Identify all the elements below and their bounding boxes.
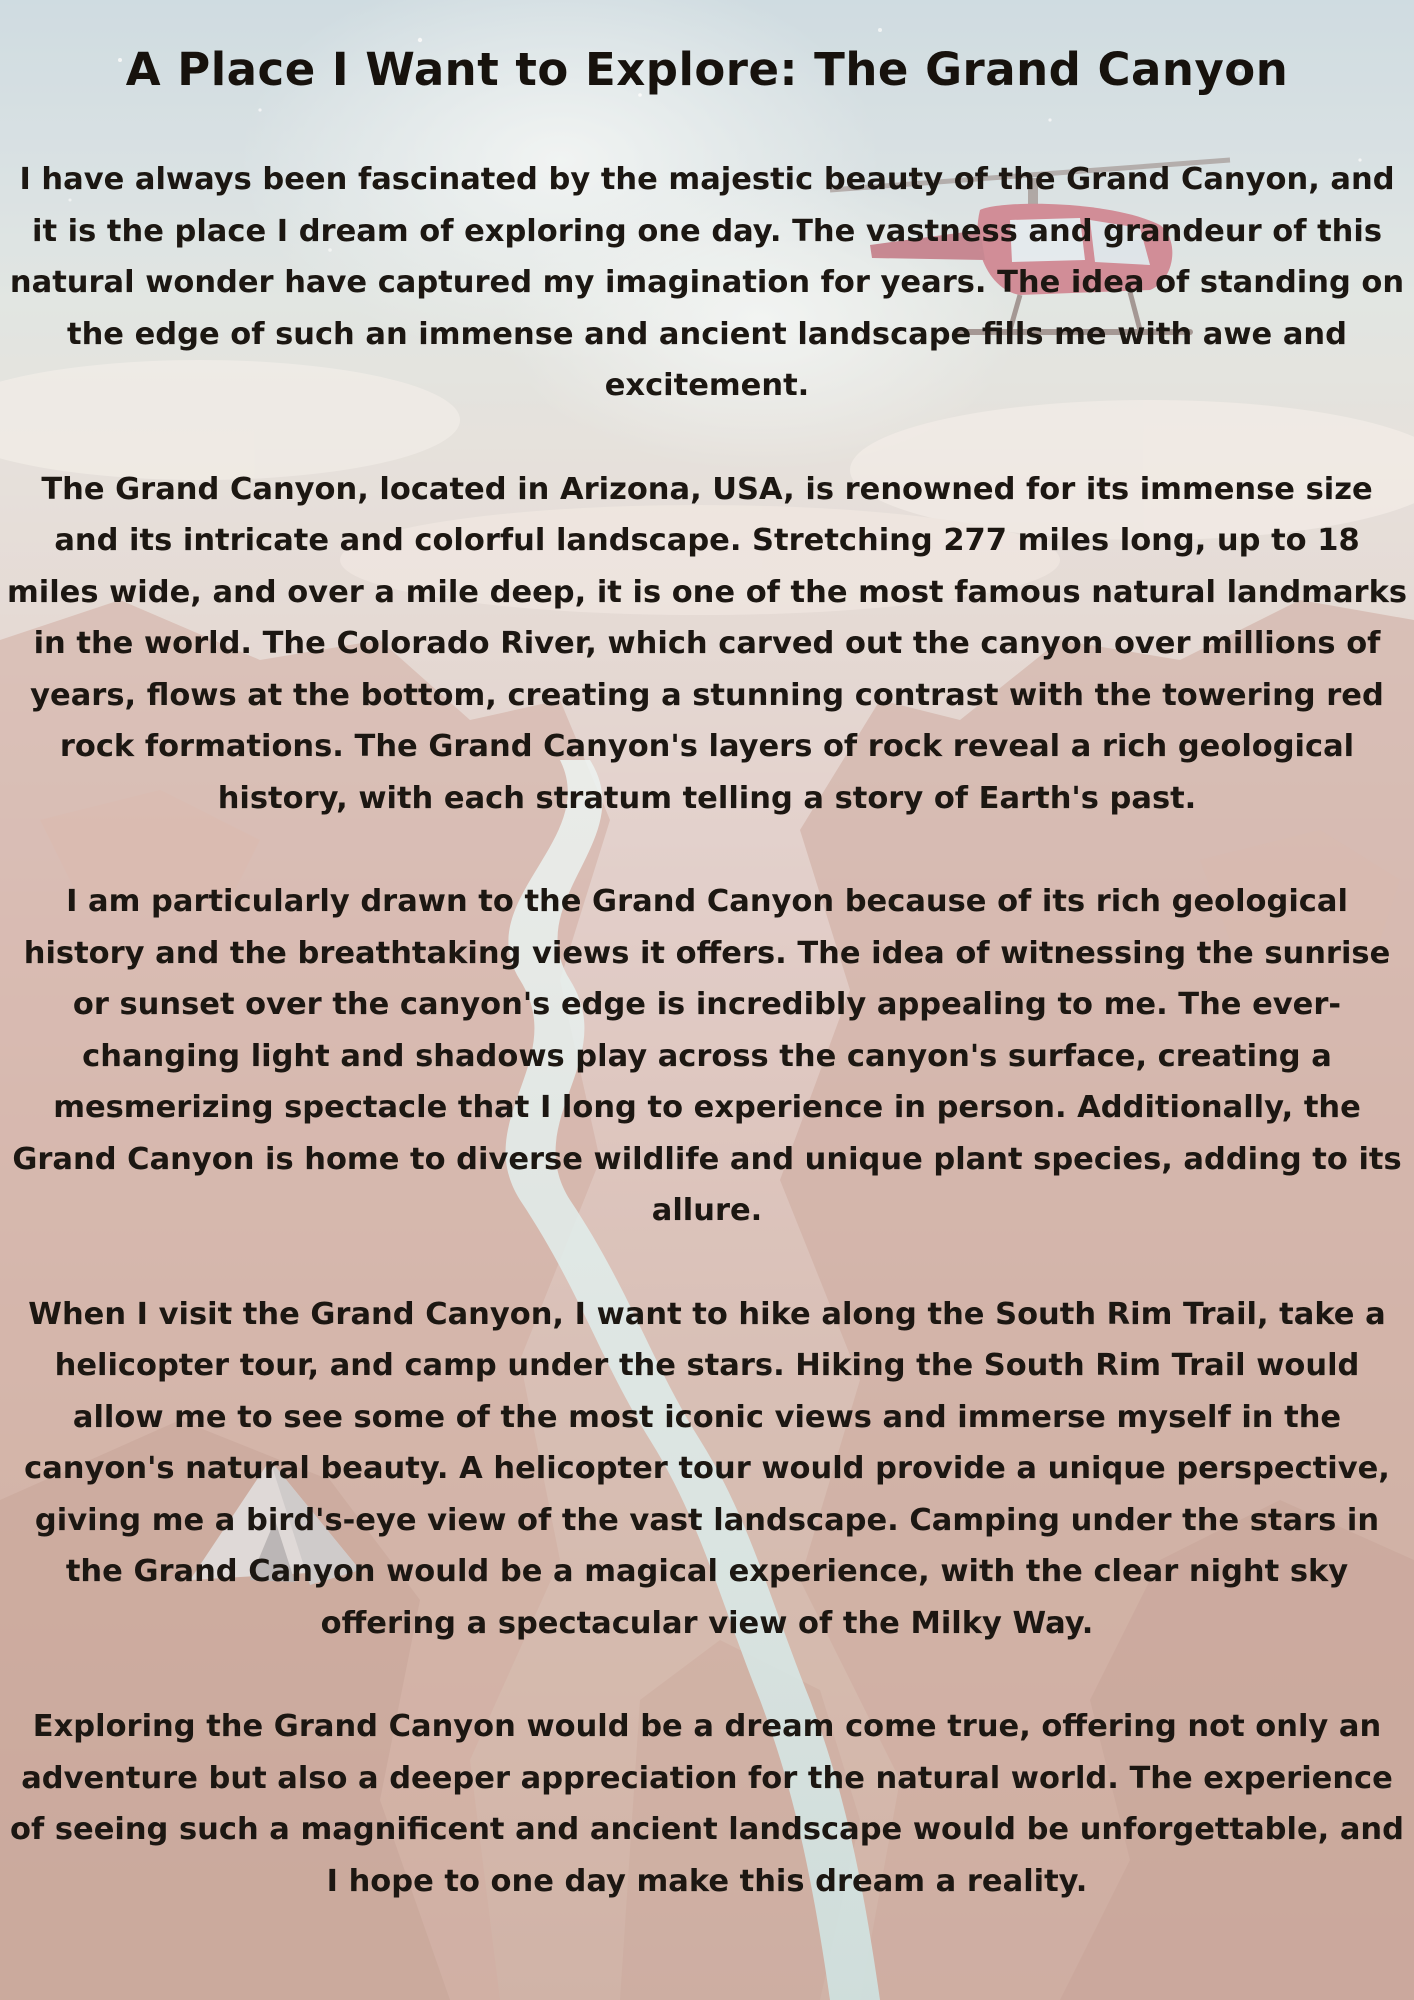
paragraph-conclusion: Exploring the Grand Canyon would be a dream come true, offering not only an adventure but also a deeper appreciation for the natural world. The experience of seeing such a magnificent and ancient landscape would be unforgettable, and I hope to one day make this dream a reality. (10, 1709, 1404, 1899)
paragraph-intro: I have always been fascinated by the majestic beauty of the Grand Canyon, and it is the place I dream of exploring one day. The vastness and grandeur of this natural wonder have captured my imagination for years. The idea of standing on the edge of such an immense and ancient landscape fills me with awe and excitement. (9, 162, 1405, 403)
paragraph-description: The Grand Canyon, located in Arizona, USA, is renowned for its immense size and its intricate and colorful landscape. Stretching 277 miles long, up to 18 miles wide, and over a mile deep, it is one of the most famous natural landmarks in the world. The Colorado River, which carved out the canyon over millions of years, flows at the bottom, creating a stunning contrast with the towering red rock formations. The Grand Canyon's layers of rock reveal a rich geological history, with each stratum telling a story of Earth's past. (6, 471, 1408, 816)
page-title: A Place I Want to Explore: The Grand Canyon (125, 43, 1289, 96)
paragraph-activities: When I visit the Grand Canyon, I want to hike along the South Rim Trail, take a helicopter tour, and camp under the stars. Hiking the South Rim Trail would allow me to see some of the most iconic views and immerse myself in the canyon's natural beauty. A helicopter tour would provide a unique perspective, giving me a bird's-eye view of the vast landscape. Camping under the stars in the Grand Canyon would be a magical experience, with the clear night sky offering a spectacular view of the Milky Way. (24, 1296, 1390, 1641)
paragraph-reasons: I am particularly drawn to the Grand Canyon because of its rich geological history and the breathtaking views it offers. The idea of witnessing the sunrise or sunset over the canyon's edge is incredibly appealing to me. The ever-changing light and shadows play across the canyon's surface, creating a mesmerizing spectacle that I long to experience in person. Additionally, the Grand Canyon is home to diverse wildlife and unique plant species, adding to its allure. (12, 884, 1402, 1228)
